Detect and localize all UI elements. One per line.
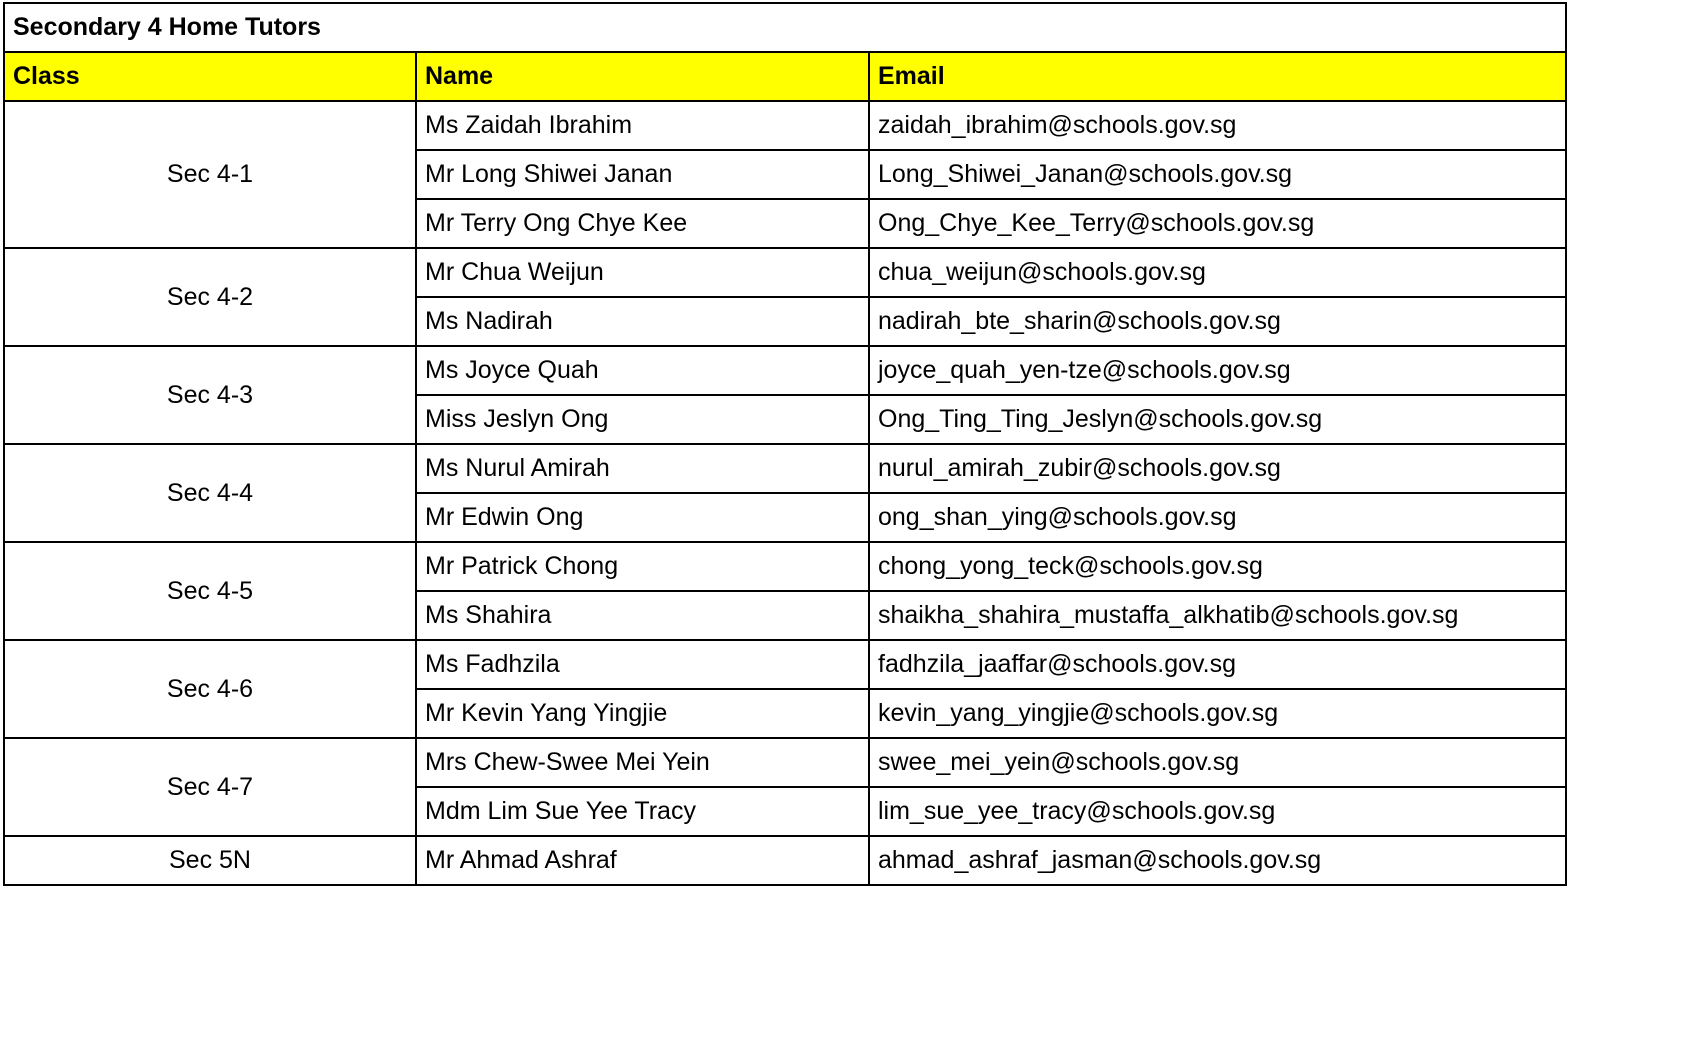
tutor-email: Ong_Chye_Kee_Terry@schools.gov.sg [869, 199, 1566, 248]
tutor-name: Ms Zaidah Ibrahim [416, 101, 869, 150]
tutor-name: Mr Kevin Yang Yingjie [416, 689, 869, 738]
class-column-header: Class [4, 52, 416, 101]
tutor-name: Mr Long Shiwei Janan [416, 150, 869, 199]
tutor-email: Long_Shiwei_Janan@schools.gov.sg [869, 150, 1566, 199]
table-row [4, 542, 1566, 591]
tutor-email: nadirah_bte_sharin@schools.gov.sg [869, 297, 1566, 346]
table-row [4, 444, 1566, 493]
tutor-name: Ms Nurul Amirah [416, 444, 869, 493]
tutor-email: ong_shan_ying@schools.gov.sg [869, 493, 1566, 542]
class-cell: Sec 4-6 [4, 640, 416, 738]
tutor-email: kevin_yang_yingjie@schools.gov.sg [869, 689, 1566, 738]
tutor-name: Mdm Lim Sue Yee Tracy [416, 787, 869, 836]
email-column-header: Email [869, 52, 1566, 101]
name-column-header: Name [416, 52, 869, 101]
tutor-name: Mr Edwin Ong [416, 493, 869, 542]
tutor-email: swee_mei_yein@schools.gov.sg [869, 738, 1566, 787]
table-row [4, 346, 1566, 395]
class-cell: Sec 4-1 [4, 101, 416, 248]
class-cell: Sec 5N [4, 836, 416, 885]
tutor-email: nurul_amirah_zubir@schools.gov.sg [869, 444, 1566, 493]
tutor-email: shaikha_shahira_mustaffa_alkhatib@schools.gov.sg [869, 591, 1566, 640]
tutor-name: Mr Terry Ong Chye Kee [416, 199, 869, 248]
table-row [4, 248, 1566, 297]
table-row [4, 738, 1566, 787]
tutor-name: Ms Fadhzila [416, 640, 869, 689]
tutor-email: Ong_Ting_Ting_Jeslyn@schools.gov.sg [869, 395, 1566, 444]
tutor-name: Mr Patrick Chong [416, 542, 869, 591]
class-cell: Sec 4-3 [4, 346, 416, 444]
table-title: Secondary 4 Home Tutors [4, 3, 1566, 52]
tutor-email: chua_weijun@schools.gov.sg [869, 248, 1566, 297]
home-tutors-table [3, 2, 1567, 886]
tutor-name: Ms Joyce Quah [416, 346, 869, 395]
title-row [4, 3, 1566, 52]
tutors-table-wrapper [3, 2, 1567, 886]
tutor-name: Mr Ahmad Ashraf [416, 836, 869, 885]
tutor-email: ahmad_ashraf_jasman@schools.gov.sg [869, 836, 1566, 885]
class-cell: Sec 4-4 [4, 444, 416, 542]
tutor-name: Mrs Chew-Swee Mei Yein [416, 738, 869, 787]
tutor-name: Ms Shahira [416, 591, 869, 640]
class-cell: Sec 4-2 [4, 248, 416, 346]
class-cell: Sec 4-7 [4, 738, 416, 836]
tutor-email: chong_yong_teck@schools.gov.sg [869, 542, 1566, 591]
table-row [4, 101, 1566, 150]
tutor-name: Miss Jeslyn Ong [416, 395, 869, 444]
class-cell: Sec 4-5 [4, 542, 416, 640]
tutor-email: joyce_quah_yen-tze@schools.gov.sg [869, 346, 1566, 395]
tutor-name: Mr Chua Weijun [416, 248, 869, 297]
table-row [4, 836, 1566, 885]
tutor-email: zaidah_ibrahim@schools.gov.sg [869, 101, 1566, 150]
header-row [4, 52, 1566, 101]
table-row [4, 640, 1566, 689]
tutor-email: lim_sue_yee_tracy@schools.gov.sg [869, 787, 1566, 836]
tutor-email: fadhzila_jaaffar@schools.gov.sg [869, 640, 1566, 689]
tutor-name: Ms Nadirah [416, 297, 869, 346]
